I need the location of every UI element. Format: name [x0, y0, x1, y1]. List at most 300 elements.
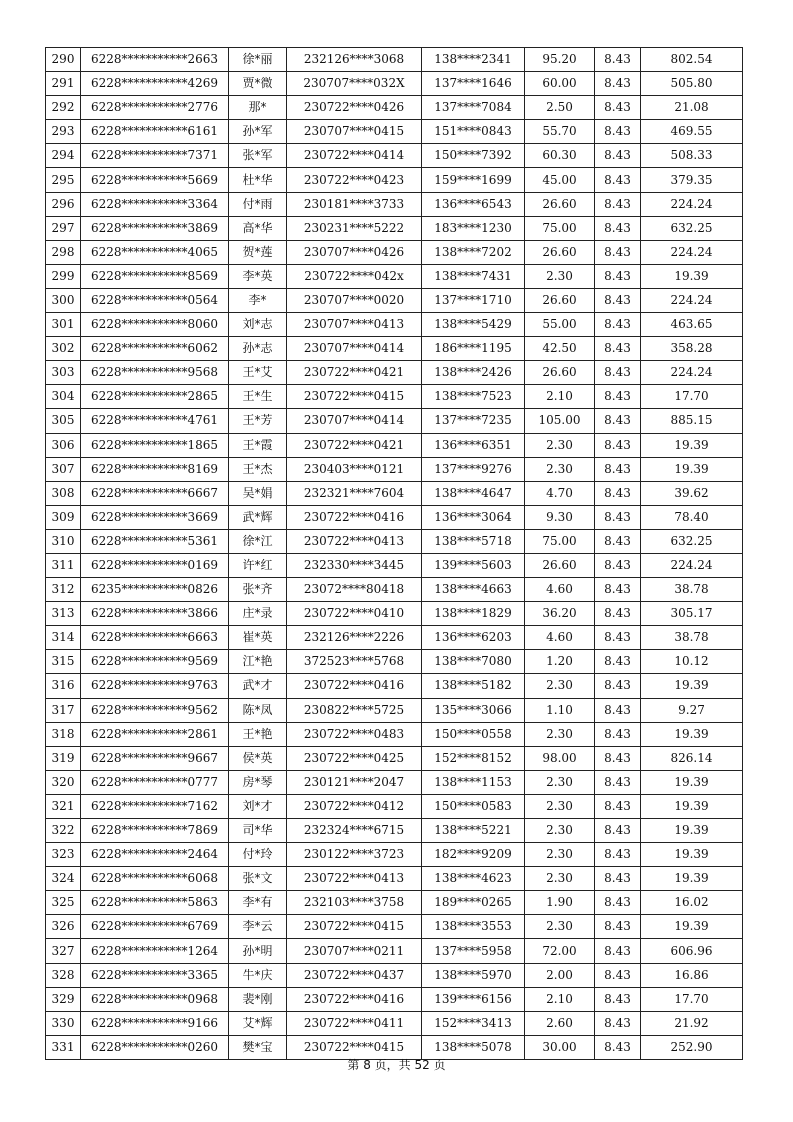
id-number-cell: 230722****0425	[287, 746, 422, 770]
id-number-cell: 230722****0423	[287, 168, 422, 192]
table-row	[46, 722, 743, 746]
amount-cell: 38.78	[641, 578, 743, 602]
bank-card-cell: 6228***********8169	[81, 457, 229, 481]
area-cell: 26.60	[525, 240, 595, 264]
id-number-cell: 230722****0426	[287, 96, 422, 120]
rate-cell: 8.43	[595, 602, 641, 626]
row-number-cell: 291	[46, 72, 81, 96]
row-number-cell: 311	[46, 553, 81, 577]
amount-cell: 19.39	[641, 433, 743, 457]
amount-cell: 78.40	[641, 505, 743, 529]
amount-cell: 305.17	[641, 602, 743, 626]
amount-cell: 16.86	[641, 963, 743, 987]
name-cell: 贺*莲	[229, 240, 287, 264]
id-number-cell: 372523****5768	[287, 650, 422, 674]
rate-cell: 8.43	[595, 553, 641, 577]
row-number-cell: 314	[46, 626, 81, 650]
rate-cell: 8.43	[595, 578, 641, 602]
area-cell: 36.20	[525, 602, 595, 626]
bank-card-cell: 6228***********0777	[81, 770, 229, 794]
phone-cell: 138****7431	[422, 264, 525, 288]
table-row	[46, 240, 743, 264]
row-number-cell: 290	[46, 48, 81, 72]
rate-cell: 8.43	[595, 337, 641, 361]
bank-card-cell: 6228***********4065	[81, 240, 229, 264]
bank-card-cell: 6228***********4269	[81, 72, 229, 96]
table-row	[46, 891, 743, 915]
amount-cell: 19.39	[641, 264, 743, 288]
id-number-cell: 230722****0416	[287, 505, 422, 529]
phone-cell: 137****7235	[422, 409, 525, 433]
bank-card-cell: 6228***********0968	[81, 987, 229, 1011]
area-cell: 2.30	[525, 867, 595, 891]
amount-cell: 19.39	[641, 794, 743, 818]
rate-cell: 8.43	[595, 168, 641, 192]
table-row	[46, 385, 743, 409]
id-number-cell: 230722****0413	[287, 867, 422, 891]
name-cell: 庄*录	[229, 602, 287, 626]
rate-cell: 8.43	[595, 698, 641, 722]
phone-cell: 138****7202	[422, 240, 525, 264]
row-number-cell: 306	[46, 433, 81, 457]
table-body	[46, 48, 743, 1060]
phone-cell: 189****0265	[422, 891, 525, 915]
area-cell: 2.30	[525, 722, 595, 746]
table-row	[46, 168, 743, 192]
id-number-cell: 230722****042x	[287, 264, 422, 288]
row-number-cell: 318	[46, 722, 81, 746]
id-number-cell: 230722****0413	[287, 529, 422, 553]
id-number-cell: 230707****0415	[287, 120, 422, 144]
phone-cell: 138****1153	[422, 770, 525, 794]
rate-cell: 8.43	[595, 963, 641, 987]
rate-cell: 8.43	[595, 481, 641, 505]
phone-cell: 139****5603	[422, 553, 525, 577]
area-cell: 2.30	[525, 770, 595, 794]
rate-cell: 8.43	[595, 505, 641, 529]
row-number-cell: 305	[46, 409, 81, 433]
rate-cell: 8.43	[595, 650, 641, 674]
bank-card-cell: 6228***********7162	[81, 794, 229, 818]
phone-cell: 138****5221	[422, 819, 525, 843]
id-number-cell: 230707****0020	[287, 288, 422, 312]
area-cell: 2.30	[525, 674, 595, 698]
rate-cell: 8.43	[595, 48, 641, 72]
area-cell: 2.30	[525, 794, 595, 818]
amount-cell: 508.33	[641, 144, 743, 168]
name-cell: 王*生	[229, 385, 287, 409]
area-cell: 2.30	[525, 264, 595, 288]
amount-cell: 17.70	[641, 987, 743, 1011]
name-cell: 侯*英	[229, 746, 287, 770]
row-number-cell: 315	[46, 650, 81, 674]
rate-cell: 8.43	[595, 264, 641, 288]
id-number-cell: 230707****0413	[287, 313, 422, 337]
phone-cell: 135****3066	[422, 698, 525, 722]
table-row	[46, 433, 743, 457]
id-number-cell: 230722****0483	[287, 722, 422, 746]
table-row	[46, 144, 743, 168]
id-number-cell: 232321****7604	[287, 481, 422, 505]
row-number-cell: 316	[46, 674, 81, 698]
phone-cell: 138****4623	[422, 867, 525, 891]
rate-cell: 8.43	[595, 1011, 641, 1035]
amount-cell: 224.24	[641, 361, 743, 385]
area-cell: 2.30	[525, 915, 595, 939]
phone-cell: 150****7392	[422, 144, 525, 168]
rate-cell: 8.43	[595, 674, 641, 698]
id-number-cell: 230707****0414	[287, 337, 422, 361]
bank-card-cell: 6228***********9667	[81, 746, 229, 770]
name-cell: 王*艳	[229, 722, 287, 746]
area-cell: 105.00	[525, 409, 595, 433]
amount-cell: 505.80	[641, 72, 743, 96]
area-cell: 95.20	[525, 48, 595, 72]
id-number-cell: 230707****0414	[287, 409, 422, 433]
rate-cell: 8.43	[595, 457, 641, 481]
area-cell: 42.50	[525, 337, 595, 361]
area-cell: 2.60	[525, 1011, 595, 1035]
table-row	[46, 602, 743, 626]
name-cell: 李*英	[229, 264, 287, 288]
amount-cell: 358.28	[641, 337, 743, 361]
id-number-cell: 230822****5725	[287, 698, 422, 722]
name-cell: 陈*凤	[229, 698, 287, 722]
row-number-cell: 328	[46, 963, 81, 987]
records-sheet	[45, 47, 742, 1060]
row-number-cell: 303	[46, 361, 81, 385]
bank-card-cell: 6228***********3866	[81, 602, 229, 626]
id-number-cell: 230722****0421	[287, 361, 422, 385]
id-number-cell: 232103****3758	[287, 891, 422, 915]
bank-card-cell: 6228***********2865	[81, 385, 229, 409]
area-cell: 2.30	[525, 433, 595, 457]
id-number-cell: 230722****0415	[287, 385, 422, 409]
amount-cell: 19.39	[641, 770, 743, 794]
row-number-cell: 321	[46, 794, 81, 818]
bank-card-cell: 6228***********9569	[81, 650, 229, 674]
id-number-cell: 230707****0211	[287, 939, 422, 963]
row-number-cell: 294	[46, 144, 81, 168]
area-cell: 1.90	[525, 891, 595, 915]
table-row	[46, 192, 743, 216]
amount-cell: 10.12	[641, 650, 743, 674]
phone-cell: 136****6351	[422, 433, 525, 457]
name-cell: 张*齐	[229, 578, 287, 602]
amount-cell: 224.24	[641, 192, 743, 216]
name-cell: 刘*才	[229, 794, 287, 818]
area-cell: 4.60	[525, 626, 595, 650]
bank-card-cell: 6228***********6769	[81, 915, 229, 939]
amount-cell: 16.02	[641, 891, 743, 915]
name-cell: 崔*英	[229, 626, 287, 650]
rate-cell: 8.43	[595, 529, 641, 553]
amount-cell: 632.25	[641, 529, 743, 553]
bank-card-cell: 6228***********0564	[81, 288, 229, 312]
id-number-cell: 230722****0414	[287, 144, 422, 168]
name-cell: 武*辉	[229, 505, 287, 529]
amount-cell: 632.25	[641, 216, 743, 240]
row-number-cell: 325	[46, 891, 81, 915]
area-cell: 60.00	[525, 72, 595, 96]
phone-cell: 138****1829	[422, 602, 525, 626]
table-row	[46, 1011, 743, 1035]
bank-card-cell: 6228***********5863	[81, 891, 229, 915]
bank-card-cell: 6228***********8569	[81, 264, 229, 288]
id-number-cell: 230722****0437	[287, 963, 422, 987]
name-cell: 王*芳	[229, 409, 287, 433]
bank-card-cell: 6228***********6068	[81, 867, 229, 891]
table-row	[46, 963, 743, 987]
area-cell: 72.00	[525, 939, 595, 963]
amount-cell: 38.78	[641, 626, 743, 650]
area-cell: 2.30	[525, 843, 595, 867]
area-cell: 26.60	[525, 361, 595, 385]
phone-cell: 138****7080	[422, 650, 525, 674]
phone-cell: 139****6156	[422, 987, 525, 1011]
area-cell: 2.50	[525, 96, 595, 120]
phone-cell: 138****4647	[422, 481, 525, 505]
rate-cell: 8.43	[595, 722, 641, 746]
id-number-cell: 230403****0121	[287, 457, 422, 481]
name-cell: 孙*军	[229, 120, 287, 144]
row-number-cell: 327	[46, 939, 81, 963]
bank-card-cell: 6228***********2464	[81, 843, 229, 867]
phone-cell: 138****2426	[422, 361, 525, 385]
area-cell: 1.20	[525, 650, 595, 674]
amount-cell: 19.39	[641, 915, 743, 939]
phone-cell: 150****0558	[422, 722, 525, 746]
bank-card-cell: 6228***********2861	[81, 722, 229, 746]
phone-cell: 138****7523	[422, 385, 525, 409]
id-number-cell: 230722****0412	[287, 794, 422, 818]
amount-cell: 469.55	[641, 120, 743, 144]
rate-cell: 8.43	[595, 120, 641, 144]
phone-cell: 150****0583	[422, 794, 525, 818]
area-cell: 26.60	[525, 192, 595, 216]
name-cell: 王*杰	[229, 457, 287, 481]
phone-cell: 138****5429	[422, 313, 525, 337]
amount-cell: 21.92	[641, 1011, 743, 1035]
name-cell: 许*红	[229, 553, 287, 577]
phone-cell: 138****4663	[422, 578, 525, 602]
rate-cell: 8.43	[595, 770, 641, 794]
amount-cell: 252.90	[641, 1035, 743, 1059]
amount-cell: 19.39	[641, 722, 743, 746]
row-number-cell: 322	[46, 819, 81, 843]
table-row	[46, 626, 743, 650]
rate-cell: 8.43	[595, 794, 641, 818]
id-number-cell: 230722****0421	[287, 433, 422, 457]
bank-card-cell: 6228***********7869	[81, 819, 229, 843]
name-cell: 徐*丽	[229, 48, 287, 72]
name-cell: 徐*江	[229, 529, 287, 553]
table-row	[46, 529, 743, 553]
rate-cell: 8.43	[595, 96, 641, 120]
phone-cell: 137****1710	[422, 288, 525, 312]
table-row	[46, 481, 743, 505]
rate-cell: 8.43	[595, 216, 641, 240]
phone-cell: 137****5958	[422, 939, 525, 963]
rate-cell: 8.43	[595, 240, 641, 264]
area-cell: 2.10	[525, 385, 595, 409]
page-footer: 第 8 页，共 52 页	[347, 1058, 446, 1072]
phone-cell: 182****9209	[422, 843, 525, 867]
phone-cell: 186****1195	[422, 337, 525, 361]
table-row	[46, 698, 743, 722]
name-cell: 司*华	[229, 819, 287, 843]
table-row	[46, 120, 743, 144]
id-number-cell: 230722****0411	[287, 1011, 422, 1035]
phone-cell: 138****3553	[422, 915, 525, 939]
row-number-cell: 293	[46, 120, 81, 144]
row-number-cell: 297	[46, 216, 81, 240]
row-number-cell: 292	[46, 96, 81, 120]
area-cell: 26.60	[525, 288, 595, 312]
amount-cell: 224.24	[641, 240, 743, 264]
row-number-cell: 300	[46, 288, 81, 312]
rate-cell: 8.43	[595, 843, 641, 867]
table-row	[46, 337, 743, 361]
id-number-cell: 232126****3068	[287, 48, 422, 72]
amount-cell: 19.39	[641, 843, 743, 867]
table-row	[46, 987, 743, 1011]
amount-cell: 885.15	[641, 409, 743, 433]
bank-card-cell: 6228***********6062	[81, 337, 229, 361]
area-cell: 9.30	[525, 505, 595, 529]
rate-cell: 8.43	[595, 409, 641, 433]
row-number-cell: 301	[46, 313, 81, 337]
area-cell: 26.60	[525, 553, 595, 577]
area-cell: 60.30	[525, 144, 595, 168]
id-number-cell: 230722****0416	[287, 987, 422, 1011]
name-cell: 付*雨	[229, 192, 287, 216]
row-number-cell: 308	[46, 481, 81, 505]
amount-cell: 17.70	[641, 385, 743, 409]
bank-card-cell: 6228***********3869	[81, 216, 229, 240]
name-cell: 付*玲	[229, 843, 287, 867]
id-number-cell: 230231****5222	[287, 216, 422, 240]
row-number-cell: 326	[46, 915, 81, 939]
bank-card-cell: 6228***********5669	[81, 168, 229, 192]
row-number-cell: 331	[46, 1035, 81, 1059]
phone-cell: 138****5182	[422, 674, 525, 698]
area-cell: 4.70	[525, 481, 595, 505]
table-row	[46, 409, 743, 433]
phone-cell: 136****6203	[422, 626, 525, 650]
row-number-cell: 295	[46, 168, 81, 192]
rate-cell: 8.43	[595, 288, 641, 312]
row-number-cell: 299	[46, 264, 81, 288]
table-row	[46, 746, 743, 770]
name-cell: 孙*明	[229, 939, 287, 963]
bank-card-cell: 6228***********5361	[81, 529, 229, 553]
name-cell: 李*云	[229, 915, 287, 939]
table-row	[46, 361, 743, 385]
phone-cell: 137****7084	[422, 96, 525, 120]
id-number-cell: 232324****6715	[287, 819, 422, 843]
id-number-cell: 230181****3733	[287, 192, 422, 216]
bank-card-cell: 6228***********2776	[81, 96, 229, 120]
bank-card-cell: 6228***********9568	[81, 361, 229, 385]
id-number-cell: 232330****3445	[287, 553, 422, 577]
bank-card-cell: 6228***********2663	[81, 48, 229, 72]
table-row	[46, 96, 743, 120]
rate-cell: 8.43	[595, 891, 641, 915]
bank-card-cell: 6235***********0826	[81, 578, 229, 602]
name-cell: 樊*宝	[229, 1035, 287, 1059]
bank-card-cell: 6228***********9763	[81, 674, 229, 698]
amount-cell: 224.24	[641, 288, 743, 312]
row-number-cell: 329	[46, 987, 81, 1011]
area-cell: 75.00	[525, 216, 595, 240]
table-row	[46, 48, 743, 72]
id-number-cell: 230722****0415	[287, 1035, 422, 1059]
name-cell: 孙*志	[229, 337, 287, 361]
amount-cell: 19.39	[641, 867, 743, 891]
area-cell: 55.70	[525, 120, 595, 144]
name-cell: 江*艳	[229, 650, 287, 674]
id-number-cell: 230722****0415	[287, 915, 422, 939]
name-cell: 牛*庆	[229, 963, 287, 987]
area-cell: 55.00	[525, 313, 595, 337]
bank-card-cell: 6228***********3364	[81, 192, 229, 216]
table-row	[46, 794, 743, 818]
amount-cell: 802.54	[641, 48, 743, 72]
rate-cell: 8.43	[595, 144, 641, 168]
phone-cell: 138****5078	[422, 1035, 525, 1059]
name-cell: 高*华	[229, 216, 287, 240]
area-cell: 1.10	[525, 698, 595, 722]
row-number-cell: 309	[46, 505, 81, 529]
name-cell: 王*霞	[229, 433, 287, 457]
row-number-cell: 317	[46, 698, 81, 722]
table-row	[46, 72, 743, 96]
table-row	[46, 867, 743, 891]
phone-cell: 151****0843	[422, 120, 525, 144]
row-number-cell: 323	[46, 843, 81, 867]
name-cell: 裴*刚	[229, 987, 287, 1011]
phone-cell: 136****6543	[422, 192, 525, 216]
rate-cell: 8.43	[595, 361, 641, 385]
name-cell: 吴*娟	[229, 481, 287, 505]
rate-cell: 8.43	[595, 915, 641, 939]
name-cell: 张*军	[229, 144, 287, 168]
amount-cell: 19.39	[641, 674, 743, 698]
id-number-cell: 230122****3723	[287, 843, 422, 867]
amount-cell: 19.39	[641, 457, 743, 481]
table-row	[46, 313, 743, 337]
row-number-cell: 296	[46, 192, 81, 216]
phone-cell: 183****1230	[422, 216, 525, 240]
table-row	[46, 264, 743, 288]
name-cell: 房*琴	[229, 770, 287, 794]
phone-cell: 138****2341	[422, 48, 525, 72]
bank-card-cell: 6228***********9166	[81, 1011, 229, 1035]
table-row	[46, 939, 743, 963]
table-row	[46, 505, 743, 529]
bank-card-cell: 6228***********0169	[81, 553, 229, 577]
table-row	[46, 674, 743, 698]
area-cell: 45.00	[525, 168, 595, 192]
name-cell: 杜*华	[229, 168, 287, 192]
table-row	[46, 650, 743, 674]
bank-card-cell: 6228***********9562	[81, 698, 229, 722]
bank-card-cell: 6228***********6667	[81, 481, 229, 505]
row-number-cell: 330	[46, 1011, 81, 1035]
row-number-cell: 319	[46, 746, 81, 770]
area-cell: 2.30	[525, 457, 595, 481]
